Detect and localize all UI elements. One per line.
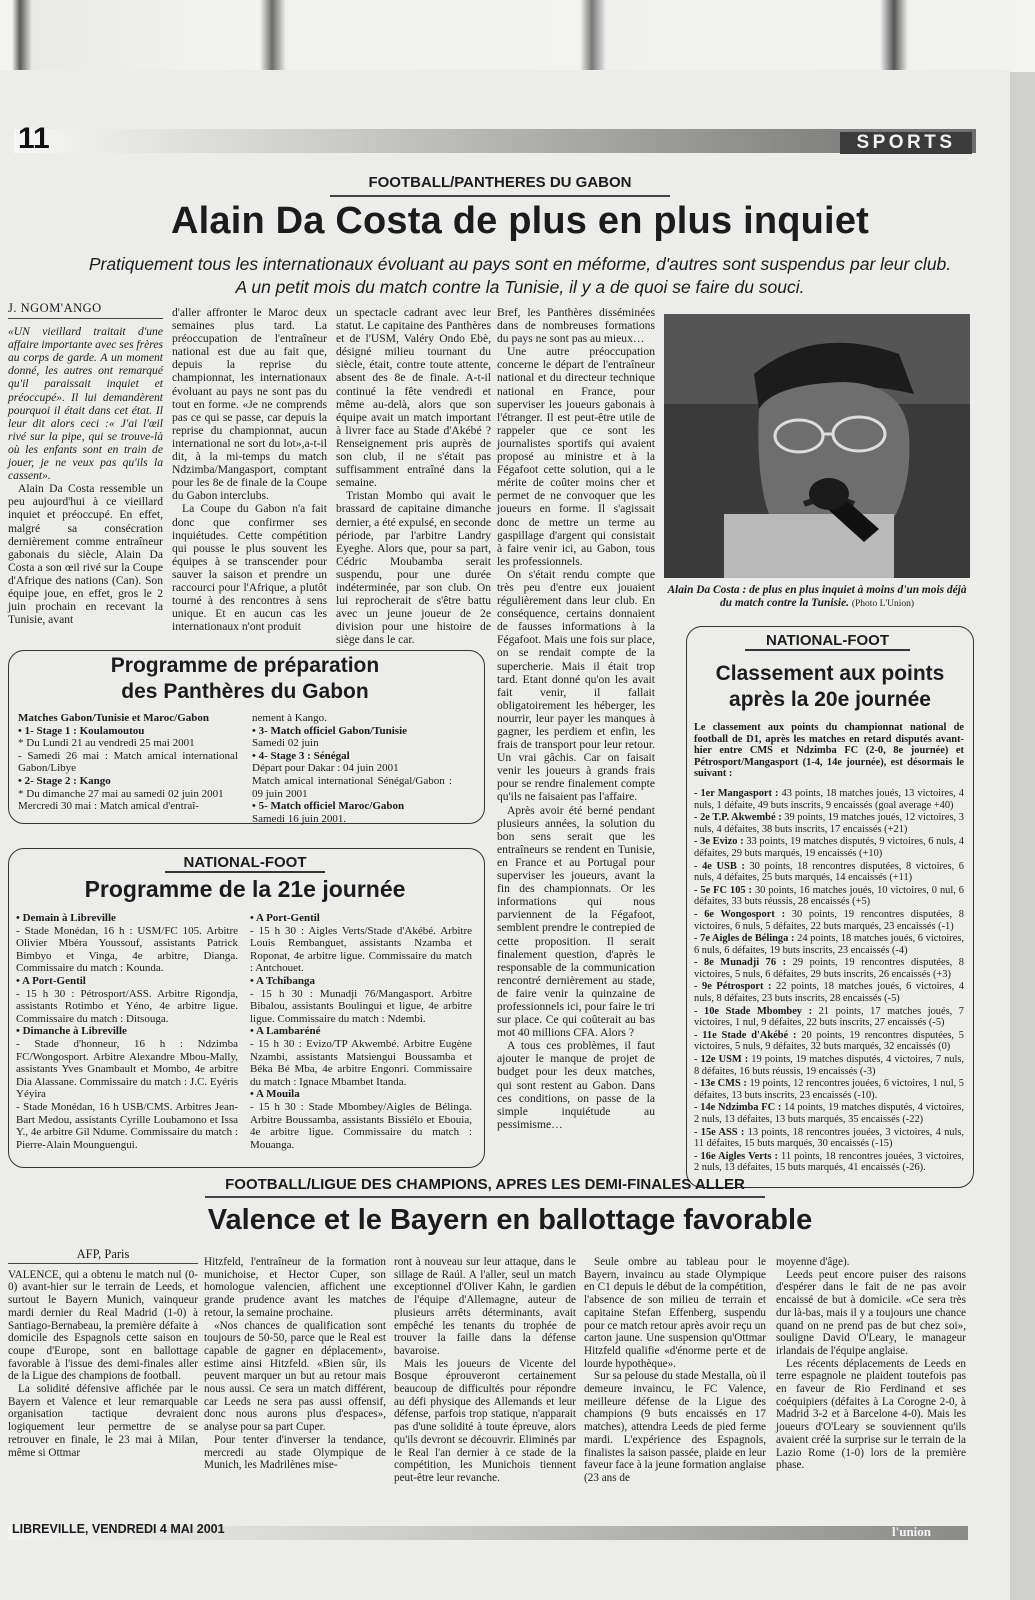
team-name: - 7e Aigles de Bélinga : (694, 933, 795, 945)
ucl-kicker: FOOTBALL/LIGUE DES CHAMPIONS, APRES LES DEMI-FINALES ALLER (225, 1176, 745, 1193)
prep-line: • 4- Stage 3 : Sénégal (252, 749, 350, 762)
prep-line: Départ pour Dakar : 04 juin 2001 (252, 762, 399, 775)
footer-brand: l'union (892, 1524, 932, 1539)
fixture-detail: - 15 h 30 : Stade Mbombey/Aigles de Bélinga. Arbitre Boussamba, assistants Bissiélo et Ebouia, 4e arbitre ligue. Commissaire du match : Mouanga. (250, 1100, 472, 1151)
standings-intro: Le classement aux points du championnat national de football de D1, après les matches en retard disputés avant-hier entre CMS et Ndzimba FC (2-0, 8e journée) et Pétrosport/Mangasport (1-4, 14e journée), est désormais le suivant : (694, 722, 964, 780)
paragraph: Hitzfeld, l'entraîneur de la formation munichoise, et Hector Cuper, son homologue valencien, affichent une grande prudence avant les matches retour, la semaine prochaine. (204, 1256, 386, 1319)
team-name: - 2e T.P. Akwembé : (694, 812, 782, 824)
team-stats: 14 points, 19 matches disputés, 4 victoires, 2 nuls, 13 défaites, 13 buts marqués, 35 encaissés (-22) (694, 1102, 964, 1125)
paragraph: Sur sa pelouse du stade Mestalla, où il demeure invaincu, le FC Valence, meilleure défense de la Ligue des champions (9 buts encaissés en 17 matches), attendra Leeds de pied ferme mardi. L'expérience des Espagnols, finalistes la saison passée, plaide en leur faveur face à la jeune formation anglaise (23 ans de (584, 1370, 767, 1484)
section-label: SPORTS (840, 132, 972, 154)
fixture-detail: - 15 h 30 : Munadji 76/Mangasport. Arbitre Bibalou, assistants Boulingui et ligue, 4e arbitre ligue. Commissaire du match : Ndembi. (250, 987, 472, 1025)
venue-heading: • A Mouila (250, 1088, 300, 1101)
article-column-2 (172, 306, 327, 633)
prep-title-2: des Panthères du Gabon (121, 680, 369, 703)
team-stats: 11 points, 18 rencontres jouées, 3 victoires, 2 nuls, 13 défaites, 15 buts marqués, 41 encaissés (-26). (694, 1150, 964, 1174)
coach-photo (664, 314, 970, 578)
paragraph: Tristan Mombo qui avait le brassard de capitaine dimanche dernier, a été expulsé, en seconde période, par l'arbitre Landry Eyeghe. Alors que, pour sa part, Cédric Moubamba serait suspendu, pour une durée indéterminée, par son club. On lui reprocherait de s'être battu avec un jeune joueur de 2e division pour une histoire de siège dans le car. (336, 489, 492, 647)
round-21-title: Programme de la 21e journée (84, 876, 406, 902)
venue-heading: • Dimanche à Libreville (16, 1025, 127, 1038)
team-stats: 20 points, 19 rencontres disputées, 5 victoires, 5 nuls, 9 défaites, 32 buts marqués, 32 encaissés (0) (694, 1029, 964, 1053)
fixture-detail: - 15 h 30 : Aigles Verts/Stade d'Akébé. Arbitre Louis Rembanguet, assistants Nzamba et Roponat, 4e arbitre ligue. Commissaire du match : Antchouet. (250, 924, 472, 975)
ucl-kicker-rule (205, 1196, 765, 1198)
paragraph: A tous ces problèmes, il faut ajouter le manque de projet de budget pour les deux matches, qui sont restent au Gabon. Dans ces conditions, on passe de la simple inquiétude au pessimisme… (497, 1039, 655, 1131)
deck-line-1: Pratiquement tous les internationaux évoluant au pays sont en méforme, d'autres sont suspendus par leur club. (88, 254, 952, 274)
standings-row (694, 812, 964, 835)
standings-row (694, 1006, 964, 1029)
fixture-detail: - 15 h 30 : Evizo/TP Akwembé. Arbitre Eugène Nzambi, assistants Matsiengui Boussamba et Béka Bé Mba, 4e arbitre Engonri. Commissaire du match : Ignace Mbambet Itanda. (250, 1037, 472, 1088)
prep-line: Samedi 02 juin (252, 737, 319, 750)
prep-right-list (252, 712, 452, 825)
team-stats: 22 points, 18 matches joués, 6 victoires, 4 nuls, 8 défaites, 23 buts inscrits, 28 encaissés (-5) (694, 981, 964, 1005)
header-band (14, 129, 976, 153)
standings-row (694, 788, 964, 811)
ucl-byline: AFP, Paris (76, 1247, 130, 1261)
coach-portrait-image (664, 314, 970, 578)
paragraph: VALENCE, qui a obtenu le match nul (0-0) avant-hier sur le terrain de Leeds, et surtout le Bayern Munich, vainqueur mardi dernier du Real Madrid (1-0) à Santiago-Bernabeau, la première défaite à domicile des Espagnols cette saison en coupe d'Europe, sont en ballottage favorable à l'issue des demi-finales aller de la Ligue des champions de football. (8, 1268, 198, 1383)
team-name: - 1er Mangasport : (694, 787, 779, 799)
paragraph: On s'était rendu compte que très peu d'entre eux jouaient régulièrement dans leur club. En conséquence, certains donnaient de fausses informations à la Fégafoot. Mais une fois sur place, on se rendait compte de la supercherie. Mais il était trop tard. Etant donné qu'on les avait fait venir, il fallait obligatoirement les héberger, les nourrir, leur payer les manques à gagner, les perdiem et enfin, les frais de transport pour leur retour. Un vrai gâchis. Car on faisait venir les joueurs à grands frais pour se rendre finalement compte qu'ils ne faisaient pas l'affaire. (497, 567, 655, 804)
team-name: - 10e Stade Mbombey : (694, 1005, 813, 1017)
team-stats: 29 points, 19 rencontres disputées, 8 victoires, 5 nuls, 6 défaites, 29 buts inscrits, 26 encaissés (+3) (694, 957, 964, 980)
prep-line: Samedi 16 juin 2001. (252, 812, 347, 825)
team-name: - 14e Ndzimba FC : (694, 1102, 782, 1114)
standings-row (694, 1151, 964, 1174)
standings-body (694, 722, 964, 1175)
paragraph: Les récents déplacements de Leeds en terre espagnole ne plaident toutefois pas en faveur de Rio Ferdinand et ses coéquipiers (défaites à La Corogne 2-0, à Madrid 3-2 et à Barcelone 4-0). Mais les joueurs d'O'Leary se souviennent qu'ils avaient créé la surprise sur le terrain de la Lazio Rome (1-0) lors de la première phase. (776, 1357, 966, 1472)
venue-heading: • A Lambaréné (250, 1025, 321, 1038)
standings-row (694, 909, 964, 932)
paragraph: Alain Da Costa ressemble un peu aujourd'hui à ce vieillard inquiet et préoccupé. En effet, malgré sa consécration dernièrement comme entraîneur gabonais du siècle, Alain Da Costa a son œil rivé sur la Coupe d'Afrique des nations (Can). Son équipe joue, en effet, gros le 2 juin prochain en recevant la Tunisie, avant (8, 482, 163, 627)
standings-row (694, 933, 964, 956)
paragraph: Mais les joueurs de Vicente del Bosque éprouveront certainement beaucoup de difficultés pour répondre au défi physique des Allemands et leur défense, parfois trop statique, n'apparait pas d'une solidité à toute épreuve, alors qu'ils devront se découvrir. Eliminés par le Real l'an dernier à ce stade de la compétition, les Munichois tiennent peut-être leur revanche. (394, 1357, 576, 1484)
prep-line: - Samedi 26 mai : Match amical international Gabon/Libye (18, 749, 238, 775)
footer-dateline: LIBREVILLE, VENDREDI 4 MAI 2001 (12, 1522, 225, 1536)
prep-line: Matches Gabon/Tunisie et Maroc/Gabon (18, 712, 209, 724)
opening-quote: «UN vieillard traitait d'une affaire importante avec ses frères au corps de garde. A un moment donné, les autres ont remarqué qu'il paraissait inquiet et préoccupé». Il lui demandèrent pourquoi il était dans cet état. Il leur dit alors ceci :« J'ai l'œil rivé sur la pipe, qui se trouve-là où les enfants sont en train de jouer, je ne veux pas qu'ils la cassent». (8, 325, 163, 483)
ucl-byline-rule (8, 1263, 198, 1264)
standings-title-2: après la 20e journée (729, 688, 931, 711)
standings-row (694, 1078, 964, 1101)
paragraph: d'aller affronter le Maroc deux semaines plus tard. La préoccupation de l'entraîneur national est due au fait que, depuis la reprise du championnat, les internationaux évoluant au pays ne sont pas du tout en forme. «Je ne comprends pas ce qui se passe, car depuis la reprise du championnat, aucun international ne sort du lot»,a-t-il dit, à la mi-temps du match Ndzimba/Mangasport, comptant pour les 8e de finale de la Coupe du Gabon interclubs. (172, 306, 327, 503)
standings-row (694, 885, 964, 908)
standings-row (694, 1102, 964, 1125)
ucl-column-3 (394, 1256, 576, 1485)
caption-text: Alain Da Costa : de plus en plus inquiet à moins d'un mois déjà du match contre la Tunisie. (667, 584, 967, 609)
paragraph: Après avoir été berné pendant plusieurs années, la solution du bon sens serait que les entraîneurs se rendent en Tunisie, en France et au Portugal pour superviser les joueurs, avant la fin des championnats. Or les informations qui nous parviennent de la Fégafoot, semblent prendre le contrepied de cette proposition. Il serait finalement question, d'après le responsable de la communication rencontré dernièrement au stade, de faire venir la quinzaine de professionnels ici, pour faire le tri sur place. Ce qui coûterait au bas mot 40 millions CFA. Alors ? (497, 803, 655, 1040)
ucl-column-1 (8, 1248, 198, 1459)
prep-line: Mercredi 30 mai : Match amical d'entraî- (18, 800, 199, 813)
team-stats: 21 points, 17 matches joués, 7 victoires, 1 nul, 9 défaites, 22 buts inscrits, 27 encaissés (-5) (694, 1005, 964, 1029)
prep-line: * Du Lundi 21 au vendredi 25 mai 2001 (18, 737, 195, 750)
round-21-right (250, 912, 472, 1151)
photo-credit: (Photo L'Union) (851, 599, 914, 609)
round-21-left (16, 912, 238, 1151)
venue-heading: • A Tchibanga (250, 974, 316, 987)
newspaper-page (0, 70, 1010, 1600)
team-name: - 9e Pétrosport : (694, 981, 772, 993)
standings-row (694, 1030, 964, 1053)
fixture-detail: - Stade Monédan, 16 h : USM/FC 105. Arbitre Olivier Mbéra Youssouf, assistants Patrick Bimbyo et Vinga, 4e arbitre, Dianga. Commissaire du match : Kounda. (16, 924, 238, 975)
ucl-column-4 (584, 1256, 766, 1485)
standings-row (694, 1054, 964, 1077)
team-stats: 24 points, 18 matches joués, 6 victoires, 6 nuls, 6 défaites, 19 buts inscrits, 23 encaissés (-4) (694, 933, 964, 956)
paragraph: Une autre préoccupation concerne le départ de l'entraîneur national et du directeur technique national en France, pour superviser les joueurs gabonais à l'étranger. Il est peut-être utile de rappeler que ce sont les journalistes sportifs qui avaient proposé au ministre et à la Fégafoot cette solution, qui a le mérite de coûter moins cher et permet de ne convoquer que les joueurs en forme. Il s'agissait donc de mettre un terme au gaspillage d'argent qui consistait à faire venir ici, au Gabon, tous les professionnels. (497, 345, 655, 568)
article-column-4 (497, 306, 655, 1131)
prep-line: nement à Kango. (252, 712, 327, 724)
page-number: 11 (18, 122, 50, 155)
team-name: - 11e Stade d'Akébé : (694, 1029, 797, 1041)
standings-row (694, 957, 964, 980)
venue-heading: • A Port-Gentil (16, 974, 86, 987)
team-stats: 30 points, 19 rencontres disputées, 8 victoires, 6 nuls, 5 défaites, 22 buts marqués, 23 encaissés (-1) (694, 908, 964, 932)
prep-line: • 3- Match officiel Gabon/Tunisie (252, 724, 408, 737)
standings-row (694, 981, 964, 1004)
standings-row (694, 1127, 964, 1150)
prep-line: • 1- Stage 1 : Koulamoutou (18, 724, 145, 737)
article-column-1 (8, 302, 163, 626)
prep-line: • 5- Match officiel Maroc/Gabon (252, 800, 405, 813)
round-21-kicker: NATIONAL-FOOT (165, 854, 325, 873)
ucl-column-2 (204, 1256, 386, 1472)
paragraph: Seule ombre au tableau pour le Bayern, invaincu au stade Olympique en C1 depuis le début de la compétition, l'absence de son milieu de terrain et capitaine Stefan Effenberg, suspendu pour ce match retour après avoir reçu un carton jaune. Une suspension qu'Ottmar Hitzfeld qualifie «d'énorme perte et de lourde hypothèque». (584, 1256, 766, 1370)
headline: Alain Da Costa de plus en plus inquiet (170, 200, 870, 242)
deck-line-2: A un petit mois du match contre la Tunisie, il y a de quoi se faire du souci. (235, 277, 805, 297)
kicker-rule (330, 195, 670, 197)
paragraph: Bref, les Panthères disséminées dans de nombreuses formations du pays ne sont pas au mieux… (497, 306, 655, 346)
photo-caption (664, 584, 970, 611)
paragraph: «Nos chances de qualification sont toujours de 50-50, parce que le Real est capable de gagner en déplacement», estime ainsi Hitzfeld. «Bien sûr, ils peuvent marquer un but au retour mais nous aussi. Ce sera un match différent, car Leeds ne sera pas aussi offensif, donc nous aurons plus d'espaces», analyse pour sa part Cuper. (204, 1319, 386, 1434)
team-stats: 13 points, 18 rencontres jouées, 3 victoires, 4 nuls, 11 défaites, 15 buts marqués, 30 encaissés (-15) (694, 1126, 964, 1150)
prep-line: Match amical international Sénégal/Gabon : 09 juin 2001 (252, 774, 452, 800)
team-name: - 3e Evizo : (694, 836, 744, 848)
page-scan-top-edge (0, 0, 1035, 72)
ucl-column-5 (776, 1256, 966, 1472)
venue-heading: • Demain à Libreville (16, 912, 116, 924)
team-name: - 13e CMS : (694, 1078, 747, 1090)
standings-kicker: NATIONAL-FOOT (745, 632, 910, 651)
team-stats: 43 points, 18 matches joués, 13 victoires, 4 nuls, 1 défaite, 49 buts inscrits, 9 encaissés (goal average +40) (694, 787, 964, 811)
paragraph: La Coupe du Gabon n'a fait donc que confirmer ses inquiétudes. Cette compétition qui pousse le plus souvent les équipes à se transcender pour sauver la saison et prendre un raccourci pour l'Afrique, a plutôt tourné à des rencontres à sens unique. Et en aucun cas les internationaux n'ont produit (172, 502, 327, 634)
team-stats: 39 points, 19 matches joués, 12 victoires, 3 nuls, 4 défaites, 38 buts inscrits, 17 encaissés (+21) (694, 812, 964, 835)
byline: J. NGOM'ANGO (8, 301, 102, 315)
team-name: - 5e FC 105 : (694, 884, 752, 896)
team-stats: 19 points, 19 matches disputés, 4 victoires, 7 nuls, 8 défaites, 16 buts réussis, 19 encaissés (-3) (694, 1054, 964, 1077)
team-stats: 19 points, 12 rencontres jouées, 6 victoires, 1 nul, 5 défaites, 13 buts inscrits, 23 encaissés (-10). (694, 1078, 964, 1101)
paragraph: moyenne d'âge). (776, 1256, 850, 1268)
fixture-detail: - Stade Monédan, 16 h USB/CMS. Arbitres Jean-Bart Medou, assistants Cyrille Loubamono et Issa Y., 4e arbitre Gil Ndume. Commissaire du match : Pierre-Alain Mounguengui. (16, 1100, 238, 1151)
byline-rule (8, 318, 163, 319)
prep-title-1: Programme de préparation (110, 654, 380, 677)
prep-line: • 2- Stage 2 : Kango (18, 774, 111, 787)
ucl-headline: Valence et le Bayern en ballottage favorable (207, 1204, 813, 1236)
team-name: - 8e Munadji 76 : (694, 957, 787, 969)
article-column-3 (336, 306, 491, 646)
paragraph: ront à nouveau sur leur attaque, dans le sillage de Raúl. A l'aller, seul un match exceptionnel d'Oliver Kahn, le gardien de l'équipe d'Allemagne, auteur de plusieurs arrêts déterminants, avait empêché les tenants du trophée de trouver la faille dans la défense bavaroise. (394, 1256, 576, 1357)
paragraph: Leeds peut encore puiser des raisons d'espérer dans le fait de ne pas avoir encaissé de but à domicile. «Ce sera très dur là-bas, mais il y a toujours une chance quand on ne prend pas de but chez soi», souligne David O'Leary, le manageur irlandais de l'équipe anglaise. (776, 1268, 966, 1357)
team-stats: 33 points, 19 matches disputés, 9 victoires, 6 nuls, 4 défaites, 29 buts marqués, 19 encaissés (+10) (694, 836, 964, 859)
team-stats: 30 points, 18 rencontres disputées, 8 victoires, 6 nuls, 4 défaites, 25 buts marqués, 14 encaissés (+11) (694, 860, 964, 884)
team-name: - 16e Aigles Verts : (694, 1150, 778, 1162)
venue-heading: • A Port-Gentil (250, 912, 320, 924)
team-name: - 12e USM : (694, 1054, 749, 1066)
standings-title-1: Classement aux points (715, 662, 945, 685)
team-name: - 15e ASS : (694, 1126, 745, 1138)
paragraph: Pour tenter d'inverser la tendance, mercredi au stade Olympique de Munich, les Madrilènes mise- (204, 1433, 386, 1472)
paragraph: un spectacle cadrant avec leur statut. Le capitaine des Panthères et de l'USM, Valéry Ondo Ebè, désigné milieu tournant du siècle, était, contre toute attente, absent des 8e de finale. A-t-il continué la fête vendredi et même au-delà, alors que son équipe avait un match important à livrer face au Stade d'Akébé ? Renseignement pris auprès de son club, il ne s'était pas suffisamment entraîné dans la semaine. (336, 306, 491, 490)
paragraph: La solidité défensive affichée par le Bayern et Valence et leur remarquable organisation tactique devraient logiquement leur permettre de se retrouver en finale, le 23 mai à Milan, même si Ottmar (8, 1383, 198, 1459)
standings-list (694, 788, 964, 1174)
team-stats: 30 points, 16 matches joués, 10 victoires, 0 nul, 6 défaites, 33 buts réussis, 28 encaissés (+5) (694, 884, 964, 908)
fixture-detail: - Stade d'honneur, 16 h : Ndzimba FC/Wongosport. Arbitre Alexandre Mbou-Mally, assistants Yves Gnambault et Mombo, 4e arbitre Dia Alassane. Commissaire du match : J.C. Eyéris Yéyira (16, 1037, 238, 1101)
article-kicker: FOOTBALL/PANTHERES DU GABON (368, 174, 632, 191)
standings-row (694, 836, 964, 859)
team-name: - 4e USB : (694, 860, 745, 872)
fixture-detail: - 15 h 30 : Pétrosport/ASS. Arbitre Rigondja, assistants Rotimbo et Yéno, 4e arbitre ligue. Commissaire du match : Ditsouga. (16, 987, 238, 1025)
prep-line: * Du dimanche 27 mai au samedi 02 juin 2001 (18, 787, 224, 800)
standings-row (694, 861, 964, 884)
prep-left-list (18, 712, 238, 813)
team-name: - 6e Wongosport : (694, 908, 786, 920)
